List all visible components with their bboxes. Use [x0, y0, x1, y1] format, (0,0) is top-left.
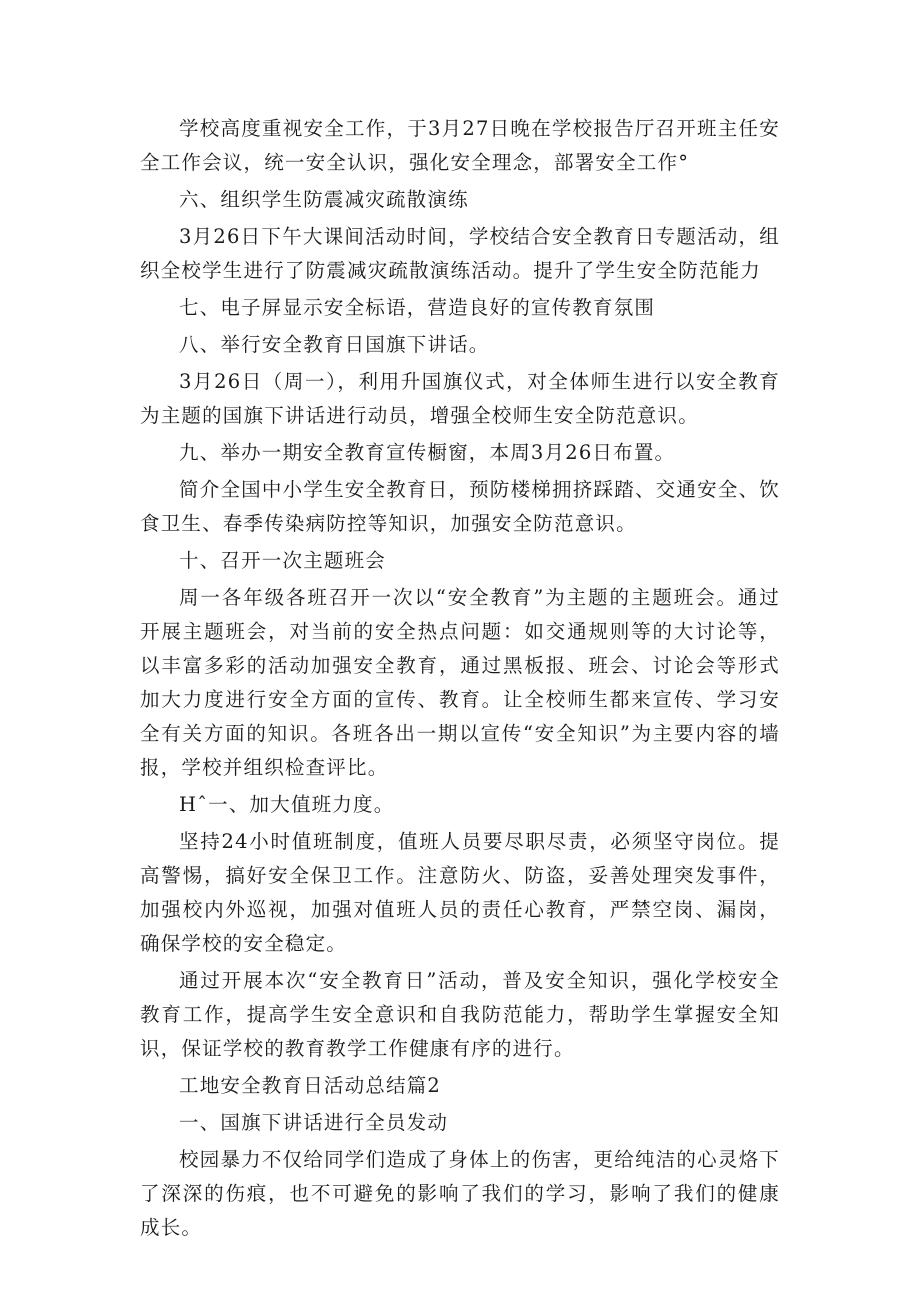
heading-seven-screen-slogans: 七、电子屏显示安全标语，营造良好的宣传教育氛围	[179, 296, 656, 319]
heading-one-mobilization: 一、国旗下讲话进行全员发动	[179, 1111, 449, 1134]
heading-six-evacuation-drill: 六、组织学生防震减灾疏散演练	[179, 188, 469, 211]
paragraph-flag-ceremony: 3月26日（周一），利用升国旗仪式，对全体师生进行以安全教育为主题的国旗下讲话进行动员，增强全校师生安全防范意识。	[140, 370, 780, 427]
heading-summary-part-2: 工地安全教育日活动总结篇2	[179, 1074, 442, 1097]
heading-nine-display-window: 九、举办一期安全教育宣传橱窗，本周3月26日布置。	[179, 441, 676, 464]
paragraph-class-meeting: 周一各年级各班召开一次以“安全教育”为主题的主题班会。通过开展主题班会，对当前的安全热点问题：如交通规则等的大讨论等，以丰富多彩的活动加强安全教育，通过黑板报、班会、讨论会等形式加大力度进行安全方面的宣传、教育。让全校师生都来宣传、学习安全有关方面的知识。各班各出一期以宣传“安全知识”为主要内容的墙报，学校并组织检查评比。	[140, 586, 780, 779]
paragraph-safety-knowledge: 简介全国中小学生安全教育日，预防楼梯拥挤踩踏、交通安全、饮食卫生、春季传染病防控等知识，加强安全防范意识。	[140, 478, 780, 535]
paragraph-school-violence: 校园暴力不仅给同学们造成了身体上的伤害，更给纯洁的心灵烙下了深深的伤痕，也不可避免的影响了我们的学习，影响了我们的健康成长。	[140, 1148, 780, 1239]
paragraph-duty-system: 坚持24小时值班制度，值班人员要尽职尽责，必须坚守岗位。提高警惕，搞好安全保卫工作。注意防火、防盗，妥善处理突发事件，加强校内外巡视，加强对值班人员的责任心教育，严禁空岗、漏岗，确保学校的安全稳定。	[140, 830, 780, 955]
paragraph-conclusion: 通过开展本次“安全教育日”活动，普及安全知识，强化学校安全教育工作，提高学生安全意识和自我防范能力，帮助学生掌握安全知识，保证学校的教育教学工作健康有序的进行。	[140, 969, 780, 1060]
paragraph-evacuation-drill: 3月26日下午大课间活动时间，学校结合安全教育日专题活动，组织全校学生进行了防震减灾疏散演练活动。提升了学生安全防范能力	[140, 225, 780, 282]
heading-eleven-duty: Hˆ一、加大值班力度。	[179, 793, 395, 816]
document-body	[140, 112, 780, 1248]
heading-eight-flag-speech: 八、举行安全教育日国旗下讲话。	[179, 333, 490, 356]
paragraph-safety-meeting: 学校高度重视安全工作，于3月27日晚在学校报告厅召开班主任安全工作会议，统一安全认识，强化安全理念，部署安全工作°	[140, 117, 780, 174]
heading-ten-class-meeting: 十、召开一次主题班会	[179, 549, 387, 572]
